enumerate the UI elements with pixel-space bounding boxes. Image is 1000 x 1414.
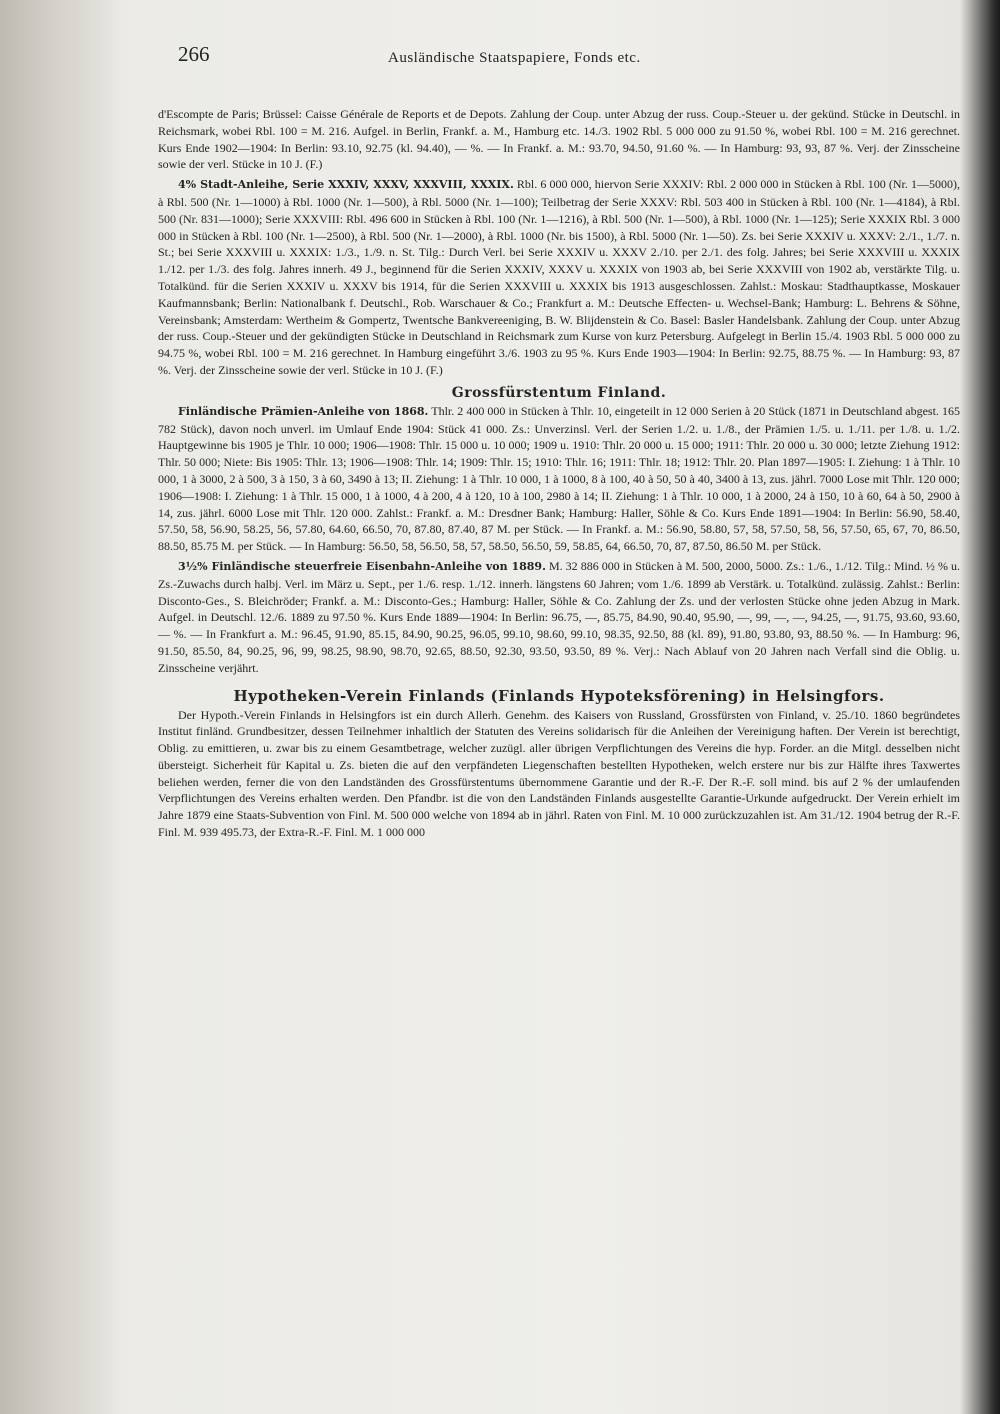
- eisenbahn-anleihe-text: M. 32 886 000 in Stücken à M. 500, 2000, 5000. Zs.: 1./6., 1./12. Tilg.: Mind. ½ % u. Zs.-Zuwachs durch halbj. Verl. im März u. Sept., per 1./6. resp. 1./12. innerh. längstens 60 Jahren; vom 1./6. 1899 ab Verstärk. u. Totalkünd. zulässig. Zahlst.: Berlin: Disconto-Ges., S. Bleichröder; Frankf. a. M.: Disconto-Ges.; Hamburg: Haller, Söhle & Co. Zahlung der Zs. und der verlosten Stücke ohne jeden Abzug in Mark. Aufgel. in Deutschl. 12./6. 1889 zu 97.50 %. Kurs Ende 1889—1904: In Berlin: 96.75, —, 85.75, 84.90, 90.40, 95.90, —, 99, —, —, 94.25, —, 91.75, 93.60, 93.60, — %. — In Frankfurt a. M.: 96.45, 91.90, 85.15, 84.90, 90.25, 96.05, 99.10, 98.60, 99.10, 98.35, 92.50, 88 (kl. 89), 91.80, 93.80, 93, 88.50 %. — In Hamburg: 96, 91.50, 85.50, 84, 90.25, 96, 99, 98.25, 98.90, 98.70, 92.65, 88.50, 92.30, 93.50, 93.50, 89 %. Verj.: Nach Ablauf von 20 Jahren nach Verfall sind die Oblig. u. Zinsscheine verjährt.: [158, 558, 961, 675]
- hypotheken-paragraph: [158, 707, 960, 841]
- praemien-anleihe-text: Thlr. 2 400 000 in Stücken à Thlr. 10, eingeteilt in 12 000 Serien à 20 Stück (1871 in Deutschland abgest. 165 782 Stück), davon noch unverl. im Umlauf Ende 1904: Stück 41 000. Zs.: Unverzinsl. Verl. der Serien 1./2. u. 1./8., der Prämien 1./5. u. 1./11. per 1./8. u. 1./2. Hauptgewinne bis 1905 je Thlr. 10 000; 1906—1908: Thlr. 15 000 u. 10 000; 1909 u. 1910: Thlr. 20 000 u. 15 000; 1911: Thlr. 20 000 u. 30 000; letzte Ziehung 1912: Thlr. 50 000; Niete: Bis 1905: Thlr. 13; 1906—1908: Thlr. 14; 1909: Thlr. 15; 1910: Thlr. 16; 1911: Thlr. 18; 1912: Thlr. 20. Plan 1897—1905: I. Ziehung: 1 à Thlr. 10 000, 1 à 3000, 2 à 500, 3 à 150, 3 à 60, 3490 à 13; II. Ziehung: 1 à Thlr. 10 000, 1 à 1000, 8 à 100, 40 à 50, 50 à 40, 3400 à 13, zus. jährl. 7000 Lose mit Thlr. 120 000; 1906—1908: I. Ziehung: 1 à Thlr. 15 000, 1 à 1000, 4 à 200, 4 à 120, 10 à 100, 2980 à 14; II. Ziehung: 1 à Thlr. 10 000, 1 à 2000, 24 à 150, 10 à 60, 64 à 50, 2900 à 14, zus. jährl. 6000 Lose mit Thlr. 120 000. Zahlst.: Frankf. a. M.: Dresdner Bank; Hamburg: Haller, Söhle & Co. Kurs Ende 1891—1904: In Berlin: 56.90, 58.40, 57.50, 58, 56.90, 58.25, 56, 57.80, 64.60, 66.50, 70, 87.80, 87.40, 87 M. per Stück. — In Frankf. a. M.: 56.90, 58.80, 57, 58, 57.50, 58, 56, 57.50, 65, 67, 70, 86.50, 88.50, 85.75 M. per Stück. — In Hamburg: 56.50, 58, 56.50, 58, 57, 58.50, 56.50, 59, 58.85, 64, 66.50, 70, 87, 87.50, 86.50 M. per Stück.: [158, 403, 960, 554]
- hypotheken-text: Der Hypoth.-Verein Finlands in Helsingfors ist ein durch Allerh. Genehm. des Kaisers von Russland, Grossfürsten von Finland, v. 25./10. 1860 begründetes Institut finländ. Grundbesitzer, dessen Teilnehmer inhaltlich der Statuten des Vereins solidarisch für die Anleihen der Vereinigung haften. Der Verein ist berechtigt, Oblig. zu emittieren, u. zwar bis zu einem Gesamtbetrage, welcher zuzügl. aller übrigen Verpflichtungen des Vereins die hyp. Forder. an die Mitgl. desselben nicht übersteigt. Sicherheit für Kapital u. Zs. bieten die auf den verpfändeten Liegenschaften bestellten Hypotheken, welch erstere nur bis zur Hälfte ihres Taxwertes beliehen werden, ferner die von den Landständen des Grossfürstentums übernommene Garantie und der R.-F. Der R.-F. soll mind. bis auf 2 % der umlaufenden Verpflichtungen des Vereins erhalten werden. Den Pfandbr. ist die von den Landständen Finlands ausgestellte Garantie-Urkunde aufgedruckt. Der Verein erhielt im Jahre 1879 eine Staats-Subvention von Finl. M. 500 000 welche von 1894 ab in jährl. Raten von Finl. M. 10 000 zurückzuzahlen ist. Am 31./12. 1904 betrug der R.-F. Finl. M. 939 495.73, der Extra-R.-F. Finl. M. 1 000 000: [158, 707, 960, 840]
- eisenbahn-anleihe-title: 3½% Finländische steuerfreie Eisenbahn-Anleihe von 1889.: [178, 559, 546, 573]
- page-edge-shadow: [960, 0, 1000, 1414]
- praemien-anleihe-title: Finländische Prämien-Anleihe von 1868.: [178, 404, 429, 418]
- page-number: 266: [178, 42, 210, 66]
- stadt-anleihe-text: Rbl. 6 000 000, hiervon Serie XXXIV: Rbl. 2 000 000 in Stücken à Rbl. 100 (Nr. 1—5000), à Rbl. 500 (Nr. 1—1000) à Rbl. 1000 (Nr. 1—500), à Rbl. 5000 (Nr. 1—100); Teilbetrag der Serie XXXV: Rbl. 503 400 in Stücken à Rbl. 100 (Nr. 1—4184), à Rbl. 500 (Nr. 831—1000); Serie XXXVIII: Rbl. 496 600 in Stücken à Rbl. 100 (Nr. 1—1216), à Rbl. 500 (Nr. 1—500), à Rbl. 1000 (Nr. 1—125); Serie XXXIX Rbl. 3 000 000 in Stücken à Rbl. 100 (Nr. 1—2500), à Rbl. 500 (Nr. 1—2000), à Rbl. 1000 (Nr. bis 1500), à Rbl. 5000 (Nr. 1—50). Zs. bei Serie XXXIV u. XXXV: 2./1., 1./7. n. St.; bei Serie XXXVIII u. XXXIX: 1./3., 1./9. n. St. Tilg.: Durch Verl. bei Serie XXXIV u. XXXV 2./10. per 2./1. des folg. Jahres; bei Serie XXXVIII u. XXXIX 1./12. per 1./3. des folg. Jahres innerh. 49 J., beginnend für die Serien XXXIV, XXXV u. XXXIX von 1903 ab, bei Serie XXXVIII von 1902 ab, verstärkte Tilg. u. Totalkünd. für die Serien XXXIV u. XXXV bis 1914, für die Serien XXXVIII u. XXXIX bis 1913 ausgeschlossen. Zahlst.: Moskau: Stadthauptkasse, Moskauer Kaufmannsbank; Berlin: Nationalbank f. Deutschl., Rob. Warschauer & Co.; Frankfurt a. M.: Deutsche Effecten- u. Wechsel-Bank; Hamburg: L. Behrens & Söhne, Vereinsbank; Amsterdam: Wertheim & Gompertz, Twentsche Bankvereeniging, B. W. Blijdenstein & Co. Basel: Basler Handelsbank. Zahlung der Coup. unter Abzug der russ. Coup.-Steuer und der gekündigten Stücke in Deutschland in Reichsmark zum Kurse von kurz Petersburg. Aufgelegt in Berlin 15./4. 1903 Rbl. 5 000 000 zu 94.75 %, wobei Rbl. 100 = M. 216 gerechnet. In Hamburg eingeführt 3./6. 1903 zu 95 %. Kurs Ende 1903—1904: In Berlin: 92.75, 88.75 %. — In Hamburg: 93, 87 %. Verj. der Zinsscheine sowie der verl. Stücke in 10 J. (F.): [158, 177, 960, 377]
- page-gutter-shadow: [0, 0, 120, 1414]
- stadt-anleihe-title: 4% Stadt-Anleihe, Serie XXXIV, XXXV, XXXVIII, XXXIX.: [178, 178, 514, 192]
- praemien-anleihe-paragraph: [158, 403, 960, 555]
- escompte-text: d'Escompte de Paris; Brüssel: Caisse Générale de Reports et de Depots. Zahlung der Coup. unter Abzug der russ. Coup.-Steuer u. der gekünd. Stücke in Deutschl. in Reichsmark, wobei Rbl. 100 = M. 216. Aufgel. in Berlin, Frankf. a. M., Hamburg etc. 14./3. 1902 Rbl. 5 000 000 zu 91.50 %, wobei Rbl. 100 = M. 216 gerechnet. Kurs Ende 1902—1904: In Berlin: 93.10, 92.75 (kl. 94.40), — %. — In Frankf. a. M.: 93.70, 94.50, 91.60 %. — In Hamburg: 93, 93, 87 %. Verj. der Zinsscheine sowie der verl. Stücke in 10 J. (F.): [158, 107, 960, 172]
- eisenbahn-anleihe-paragraph: [158, 558, 960, 677]
- stadt-anleihe-paragraph: [158, 176, 960, 379]
- finland-section-heading: Grossfürstentum Finland.: [451, 384, 667, 401]
- escompte-paragraph: [158, 106, 960, 173]
- page-header: [158, 40, 960, 80]
- running-head: Ausländische Staatspapiere, Fonds etc.: [388, 50, 641, 66]
- hypotheken-section-heading: Hypotheken-Verein Finlands (Finlands Hypoteksförening) in Helsingfors.: [233, 686, 885, 705]
